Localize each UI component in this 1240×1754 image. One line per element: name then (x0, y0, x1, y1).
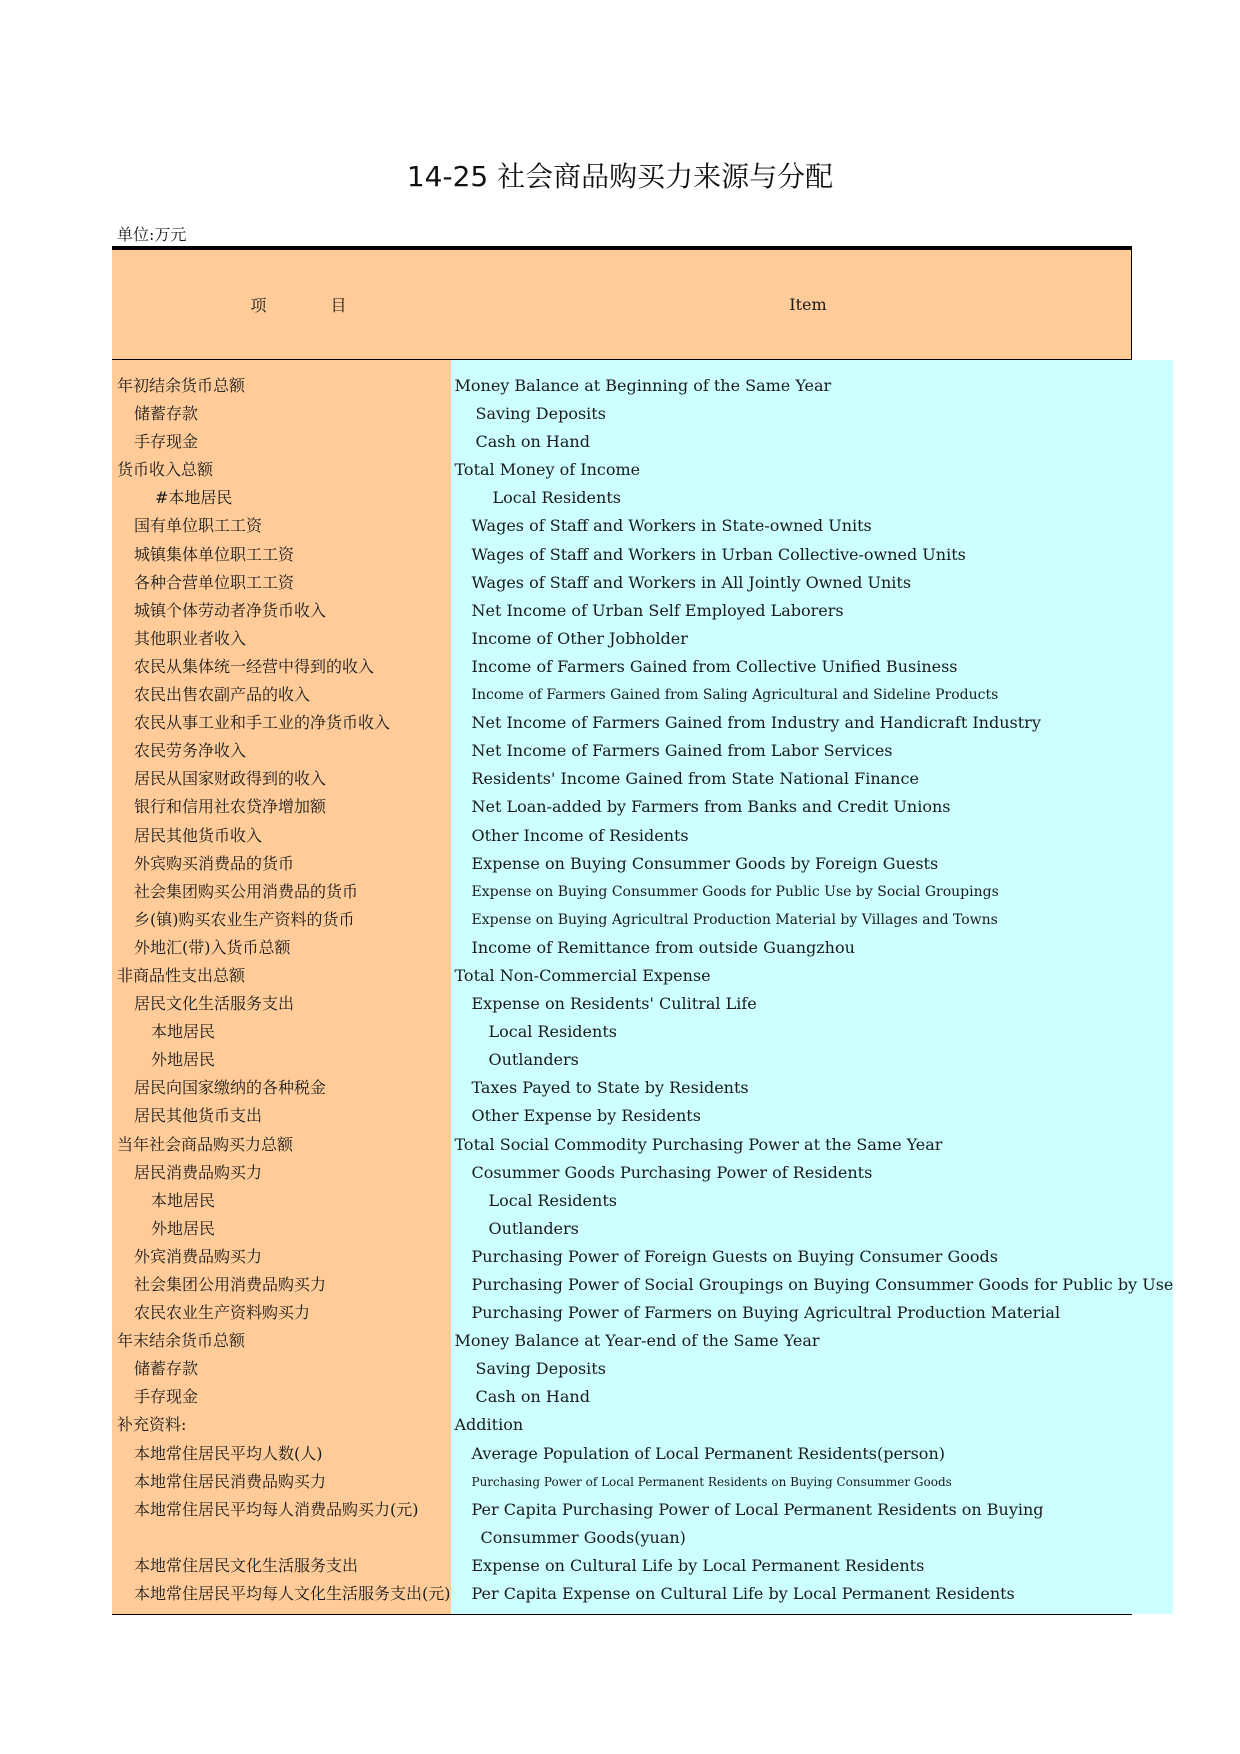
row-label-zh: #本地居民 (155, 488, 233, 508)
row-label-en: Income of Remittance from outside Guangzhou (471, 937, 855, 957)
row-label-zh: 各种合营单位职工工资 (134, 572, 295, 592)
row-label-en: Purchasing Power of Local Permanent Residents on Buying Consummer Goods (471, 1474, 952, 1489)
row-label-zh: 本地居民 (151, 1190, 216, 1210)
row-label-en: Taxes Payed to State by Residents (471, 1078, 749, 1098)
row-label-zh: 本地常住居民消费品购买力 (134, 1471, 327, 1491)
row-label-en: Local Residents (488, 1190, 617, 1210)
row-label-zh: 本地常住居民平均人数(人) (134, 1443, 323, 1463)
header-right-label: Item (789, 295, 827, 314)
page-title: 14-25 社会商品购买力来源与分配 (406, 160, 834, 193)
row-label-zh: 外地汇(带)入货币总额 (134, 937, 291, 957)
row-label-zh (112, 1524, 451, 1552)
row-label-zh: 国有单位职工工资 (134, 516, 263, 536)
row-label-zh: 储蓄存款 (134, 1359, 199, 1379)
row-label-zh: 年末结余货币总额 (117, 1331, 246, 1351)
row-label-en: Outlanders (488, 1218, 579, 1238)
row-label-zh: 农民出售农副产品的收入 (134, 685, 311, 705)
row-label-zh: 年初结余货币总额 (117, 376, 246, 395)
row-label-zh: 农民从事工业和手工业的净货币收入 (134, 713, 391, 733)
row-label-en: Cash on Hand (475, 432, 590, 452)
row-label-zh: 社会集团购买公用消费品的货币 (134, 881, 359, 901)
row-label-en: Money Balance at Beginning of the Same Year (454, 376, 832, 395)
row-label-zh: 社会集团公用消费品购买力 (134, 1275, 327, 1294)
row-label-en: Expense on Residents' Culitral Life (471, 994, 757, 1014)
english-column (451, 360, 1174, 1614)
row-label-en: Cash on Hand (475, 1387, 590, 1407)
row-label-zh: 居民向国家缴纳的各种税金 (134, 1078, 327, 1098)
row-label-en: Expense on Buying Consummer Goods by Foreign Guests (471, 853, 939, 873)
row-label-en: Expense on Buying Agricultral Production Material by Villages and Towns (471, 911, 998, 928)
row-label-zh: 手存现金 (134, 432, 199, 452)
table-body (112, 360, 1174, 1615)
row-label-en: Net Income of Farmers Gained from Industry and Handicraft Industry (471, 713, 1041, 733)
row-label-zh: 当年社会商品购买力总额 (117, 1134, 294, 1154)
row-label-en: Per Capita Expense on Cultural Life by Local Permanent Residents (471, 1584, 1015, 1604)
row-label-zh: 乡(镇)购买农业生产资料的货币 (134, 909, 355, 929)
row-label-zh: 补充资料: (117, 1415, 187, 1435)
row-label-zh: 储蓄存款 (134, 404, 199, 424)
row-label-zh: 本地居民 (151, 1022, 216, 1042)
row-label-en: Total Non-Commercial Expense (454, 965, 711, 985)
table-header (112, 246, 1132, 360)
row-label-en: Local Residents (492, 488, 621, 508)
row-label-en: Net Income of Urban Self Employed Laborers (471, 600, 844, 620)
row-label-zh: 本地常住居民文化生活服务支出 (134, 1555, 359, 1575)
row-label-zh: 农民从集体统一经营中得到的收入 (134, 656, 375, 676)
row-label-en: Wages of Staff and Workers in All Jointly Owned Units (471, 572, 912, 592)
row-label-zh: 外宾消费品购买力 (134, 1246, 263, 1266)
row-label-zh: 银行和信用社农贷净增加额 (134, 797, 327, 817)
header-item-en (485, 250, 1131, 359)
row-label-en: Income of Farmers Gained from Saling Agricultural and Sideline Products (471, 687, 999, 704)
row-label-zh: 外地居民 (151, 1218, 216, 1238)
row-label-zh: 城镇集体单位职工工资 (134, 544, 295, 564)
row-label-en: Addition (454, 1415, 524, 1435)
row-label-en: Purchasing Power of Social Groupings on Buying Consummer Goods for Public by Use (471, 1275, 1174, 1294)
row-label-en: Average Population of Local Permanent Residents(person) (471, 1443, 945, 1463)
row-label-en: Other Expense by Residents (471, 1106, 701, 1126)
row-label-zh: 本地常住居民平均每人消费品购买力(元) (134, 1499, 419, 1519)
row-label-en: Purchasing Power of Farmers on Buying Agricultral Production Material (471, 1303, 1061, 1323)
row-label-en: Cosummer Goods Purchasing Power of Residents (471, 1162, 873, 1182)
row-label-zh: 居民其他货币收入 (134, 825, 263, 845)
row-label-zh: 手存现金 (134, 1387, 199, 1407)
row-label-en: Per Capita Purchasing Power of Local Permanent Residents on Buying (471, 1499, 1044, 1519)
row-label-zh: 货币收入总额 (117, 460, 214, 480)
row-label-en: Money Balance at Year-end of the Same Year (454, 1331, 820, 1351)
row-label-en: Saving Deposits (475, 1359, 606, 1379)
row-label-en: Residents' Income Gained from State National Finance (471, 769, 919, 789)
row-label-en: Net Income of Farmers Gained from Labor Services (471, 741, 893, 761)
row-label-en: Net Loan-added by Farmers from Banks and Credit Unions (471, 797, 951, 817)
row-label-en: Income of Farmers Gained from Collective Unified Business (471, 656, 958, 676)
row-label-zh: 居民其他货币支出 (134, 1106, 263, 1126)
row-label-zh: 外宾购买消费品的货币 (134, 853, 295, 873)
chinese-column (112, 360, 451, 1614)
row-label-en: Total Money of Income (454, 460, 641, 480)
header-left-label: 项 目 (250, 296, 347, 315)
header-item-zh (112, 250, 485, 359)
row-label-zh: 居民文化生活服务支出 (134, 994, 295, 1014)
row-label-en: Wages of Staff and Workers in State-owned Units (471, 516, 872, 536)
row-label-zh: 非商品性支出总额 (117, 965, 246, 985)
row-label-zh: 农民劳务净收入 (134, 741, 247, 761)
row-label-zh: 居民从国家财政得到的收入 (134, 769, 327, 789)
row-label-en: Consummer Goods(yuan) (480, 1527, 686, 1547)
row-label-zh: 本地常住居民平均每人文化生活服务支出(元) (134, 1584, 451, 1604)
row-label-en: Income of Other Jobholder (471, 628, 688, 648)
row-label-en: Expense on Buying Consummer Goods for Public Use by Social Groupings (471, 883, 999, 900)
row-label-en: Local Residents (488, 1022, 617, 1042)
data-table (112, 246, 1174, 1615)
row-label-en: Total Social Commodity Purchasing Power at the Same Year (454, 1134, 943, 1154)
row-label-zh: 城镇个体劳动者净货币收入 (134, 600, 327, 620)
row-label-zh: 农民农业生产资料购买力 (134, 1303, 311, 1323)
row-label-en: Saving Deposits (475, 404, 606, 424)
row-label-en: Purchasing Power of Foreign Guests on Buying Consumer Goods (471, 1246, 998, 1266)
row-label-zh: 其他职业者收入 (134, 628, 247, 648)
row-label-zh: 外地居民 (151, 1050, 216, 1070)
row-label-en: Wages of Staff and Workers in Urban Collective-owned Units (471, 544, 966, 564)
unit-label: 单位:万元 (117, 225, 187, 244)
row-label-zh: 居民消费品购买力 (134, 1162, 263, 1182)
row-label-en: Other Income of Residents (471, 825, 689, 845)
row-label-en: Outlanders (488, 1050, 579, 1070)
row-label-en: Expense on Cultural Life by Local Permanent Residents (471, 1555, 925, 1575)
